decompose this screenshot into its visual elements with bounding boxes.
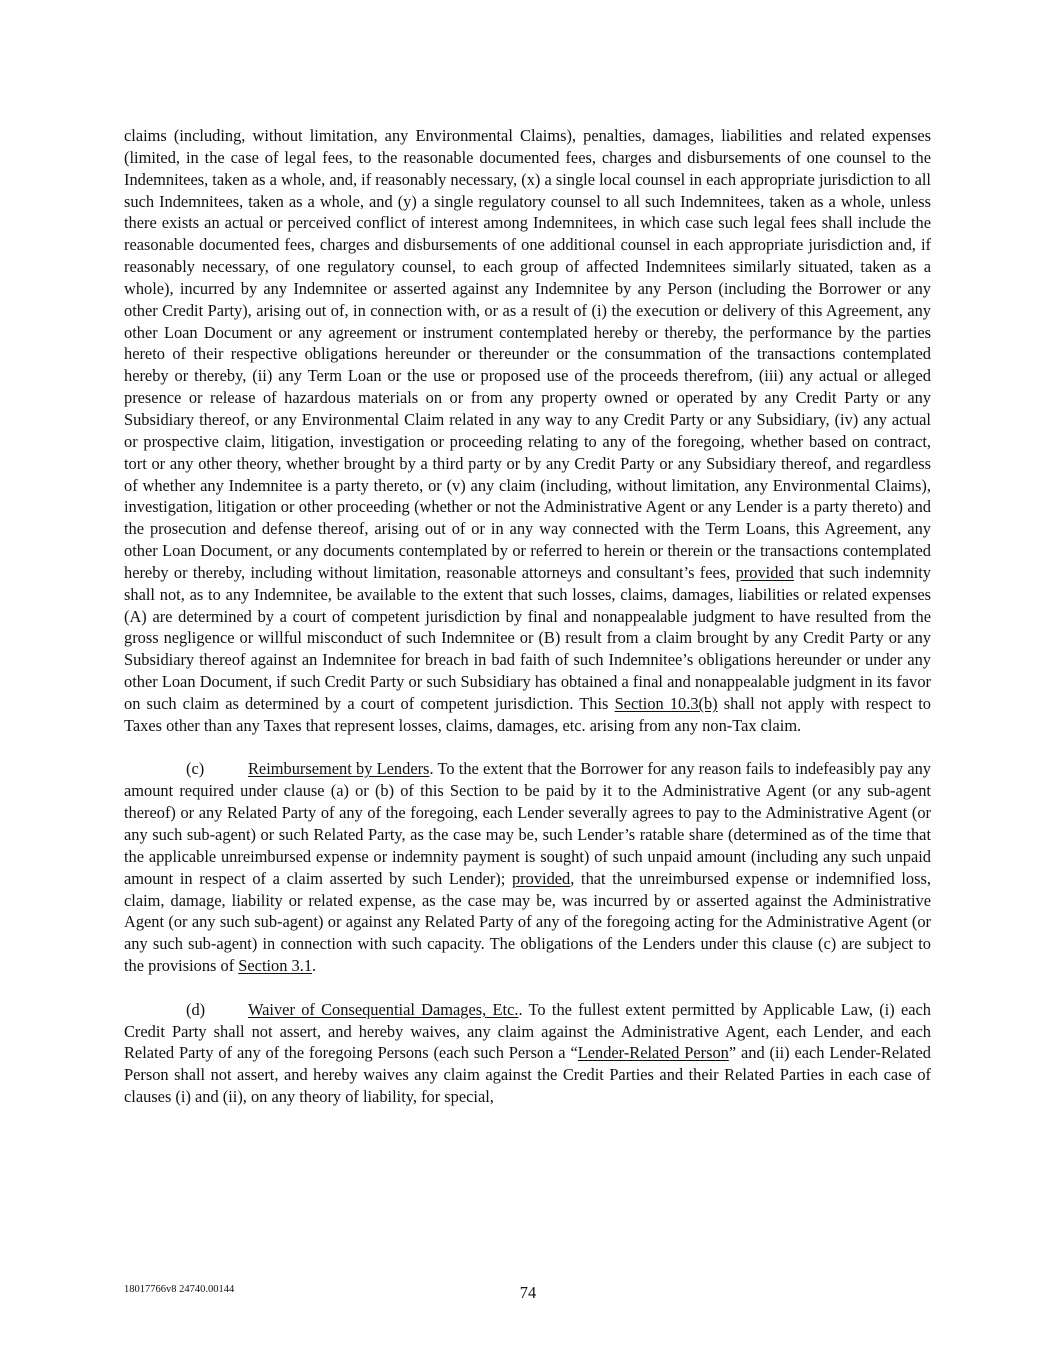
- clause-label: (c): [186, 759, 205, 779]
- document-body: [124, 125, 931, 1108]
- provided-term: provided: [735, 562, 794, 582]
- paragraph-reimbursement-by-lenders: [124, 758, 931, 976]
- paragraph-indemnification-continued: [124, 125, 931, 737]
- paragraph-text: that such indemnity shall not, as to any Indemnitee, be available to the extent that such losses, claims, damages, liabilities or related expenses (A) are determined by a court of competent jurisdiction by final and nonappealable judgment to have resulted from the gross negligence or willful misconduct of such Indemnitee or (B) result from a claim brought by any Credit Party or any Subsidiary thereof against an Indemnitee for breach in bad faith of such Indemnitee’s obligations hereunder or under any other Loan Document, if such Credit Party or such Subsidiary has obtained a final and nonappealable judgment in its favor on such claim as determined by a court of competent jurisdiction. This: [124, 562, 931, 713]
- section-reference: Section 3.1: [238, 956, 313, 976]
- clause-heading: Reimbursement by Lenders: [248, 759, 430, 779]
- clause-label: (d): [186, 999, 206, 1019]
- page-number: 74: [519, 1283, 537, 1302]
- paragraph-text: . To the extent that the Borrower for any reason fails to indefeasibly pay any amount required under clause (a) or (b) of this Section to be paid by it to the Administrative Agent (or any sub-agent thereof) or any Related Party of any of the foregoing, each Lender severally agrees to pay to the Administrative Agent (or any such sub-agent) or such Related Party, as the case may be, such Lender’s ratable share (determined as of the time that the applicable unreimbursed expense or indemnity payment is sought) of such unpaid amount (including any such unpaid amount in respect of a claim asserted by such Lender);: [124, 759, 931, 888]
- document-id-footer: 18017766v8 24740.00144: [124, 1284, 235, 1295]
- section-reference: Section 10.3(b): [614, 693, 718, 713]
- paragraph-text: .: [312, 956, 317, 976]
- paragraph-text: . To the fullest extent permitted by Applicable Law, (i) each Credit Party shall not assert, and hereby waives, any claim against the Administrative Agent, each Lender, and each Related Party of any of the foregoing Persons (each such Person a “: [124, 999, 931, 1063]
- paragraph-text: shall not apply with respect to Taxes other than any Taxes that represent losses, claims, damages, etc. arising from any non-Tax claim.: [124, 693, 932, 735]
- defined-term: Lender-Related Person: [577, 1043, 729, 1063]
- paragraph-text: claims (including, without limitation, any Environmental Claims), penalties, damages, liabilities and related expenses (limited, in the case of legal fees, to the reasonable documented fees, charges and disbursements of one counsel to the Indemnitees, taken as a whole, and, if reasonably necessary, (x) a single local counsel in each appropriate jurisdiction to all such Indemnitees, taken as a whole, and (y) a single regulatory counsel to all such Indemnitees, taken as a whole, unless there exists an actual or perceived conflict of interest among Indemnitees, in which case such legal fees shall include the reasonable documented fees, charges and disbursements of one additional counsel in each appropriate jurisdiction and, if reasonably necessary, of one regulatory counsel, to each group of affected Indemnitees similarly situated, taken as a whole), incurred by any Indemnitee or asserted against any Indemnitee by any Person (including the Borrower or any other Credit Party), arising out of, in connection with, or as a result of (i) the execution or delivery of this Agreement, any other Loan Document or any agreement or instrument contemplated hereby or thereby, the performance by the parties hereto of their respective obligations hereunder or thereunder or the consummation of the transactions contemplated hereby or thereby, (ii) any Term Loan or the use or proposed use of the proceeds therefrom, (iii) any actual or alleged presence or release of hazardous materials on or from any property owned or operated by any Credit Party or any Subsidiary thereof, or any Environmental Claim related in any way to any Credit Party or any Subsidiary, (iv) any actual or prospective claim, litigation, investigation or proceeding relating to any of the foregoing, whether based on contract, tort or any other theory, whether brought by a third party or by any Credit Party or any Subsidiary thereof, and regardless of whether any Indemnitee is a party thereto, or (v) any claim (including, without limitation, any Environmental Claims), investigation, litigation or other proceeding (whether or not the Administrative Agent or any Lender is a party thereto) and the prosecution and defense thereof, arising out of or in any way connected with the Term Loans, this Agreement, any other Loan Document, or any documents contemplated by or referred to herein or therein or the transactions contemplated hereby or thereby, including without limitation, reasonable attorneys and consultant’s fees,: [124, 126, 931, 582]
- provided-term: provided: [511, 868, 571, 888]
- paragraph-text: ” and (ii) each Lender-Related Person shall not assert, and hereby waives any claim against the Credit Parties and their Related Parties in each case of clauses (i) and (ii), on any theory of liability, for special,: [124, 1043, 931, 1107]
- clause-heading: Waiver of Consequential Damages, Etc.: [248, 999, 519, 1019]
- paragraph-text: , that the unreimbursed expense or indemnified loss, claim, damage, liability or related expense, as the case may be, was incurred by or asserted against the Administrative Agent (or any such sub-agent) or against any Related Party of any of the foregoing acting for the Administrative Agent (or any such sub-agent) in connection with such capacity. The obligations of the Lenders under this clause (c) are subject to the provisions of: [124, 868, 931, 976]
- paragraph-waiver-of-consequential-damages: [124, 999, 931, 1108]
